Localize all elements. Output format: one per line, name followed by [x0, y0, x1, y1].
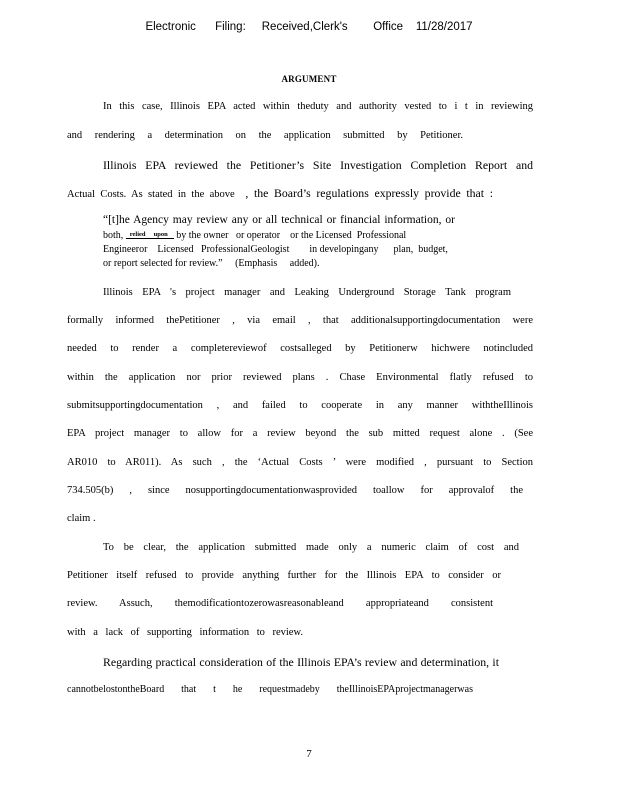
paragraph-2-line-2-start: Actual Costs. As stated in the above — [67, 189, 235, 200]
paragraph-1-line-1: In this case, Illinois EPA acted within theduty and authority vested to i t in reviewing — [103, 101, 533, 112]
paragraph-3-line-2: formally informed thePetitioner , via email , that additionalsupportingdocumentation were — [67, 315, 533, 326]
quote-line-1: “[t]he Agency may review any or all technical or financial information, or — [103, 214, 455, 226]
quote-line-2-before: both, — [103, 230, 124, 241]
quote-line-2-after: by the owner or operator or the Licensed Professional — [176, 230, 407, 241]
paragraph-4-line-1: To be clear, the application submitted made only a numeric claim of cost and — [103, 542, 519, 553]
section-heading: ARGUMENT — [281, 74, 337, 84]
paragraph-3-line-8: 734.505(b) , since nosupportingdocumentationwasprovided toallow for approvalof the — [67, 485, 523, 496]
quote-line-3: Engineeror Licensed ProfessionalGeologist in developingany plan, budget, — [103, 244, 448, 255]
relied-upon-underlined: relied upon — [126, 231, 174, 239]
paragraph-2-line-2-end: , the Board’s regulations expressly provide that : — [245, 186, 494, 200]
paragraph-4-line-2: Petitioner itself refused to provide anything further for the Illinois EPA to consider or — [67, 570, 501, 581]
paragraph-2-line-2 — [67, 186, 493, 201]
paragraph-3-line-6: EPA project manager to allow for a review beyond the sub mitted request alone . (See — [67, 428, 533, 439]
page-number: 7 — [306, 748, 312, 760]
paragraph-5-line-1: Regarding practical consideration of the Illinois EPA’s review and determination, it — [103, 655, 499, 669]
paragraph-3-line-5: submitsupportingdocumentation , and failed to cooperate in any manner withtheIllinois — [67, 400, 533, 411]
quote-line-4: or report selected for review.” (Emphasis added). — [103, 258, 320, 269]
paragraph-3-line-3: needed to render a completereviewof costsalleged by Petitionerw hichwere notincluded — [67, 343, 533, 354]
paragraph-1-line-2: and rendering a determination on the application submitted by Petitioner. — [67, 130, 463, 141]
paragraph-3-line-1: Illinois EPA 's project manager and Leaking Underground Storage Tank program — [103, 287, 511, 298]
quote-line-2 — [103, 230, 473, 241]
paragraph-3-line-4: within the application nor prior reviewed plans . Chase Environmental flatly refused to — [67, 372, 533, 383]
filing-header: Electronic Filing: Received,Clerk's Office 11/28/2017 — [145, 21, 473, 33]
paragraph-2-line-1: Illinois EPA reviewed the Petitioner’s Site Investigation Completion Report and — [103, 158, 533, 172]
paragraph-5-line-2: cannotbelostontheBoard that t he requestmadeby theIllinoisEPAprojectmanagerwas — [67, 684, 473, 695]
paragraph-3-line-7: AR010 to AR011). As such , the ‘Actual Costs ’ were modified , pursuant to Section — [67, 457, 533, 468]
paragraph-3-line-9: claim . — [67, 513, 96, 524]
paragraph-4-line-4: with a lack of supporting information to review. — [67, 627, 303, 638]
paragraph-4-line-3: review. Assuch, themodificationtozerowasreasonableand appropriateand consistent — [67, 598, 493, 609]
